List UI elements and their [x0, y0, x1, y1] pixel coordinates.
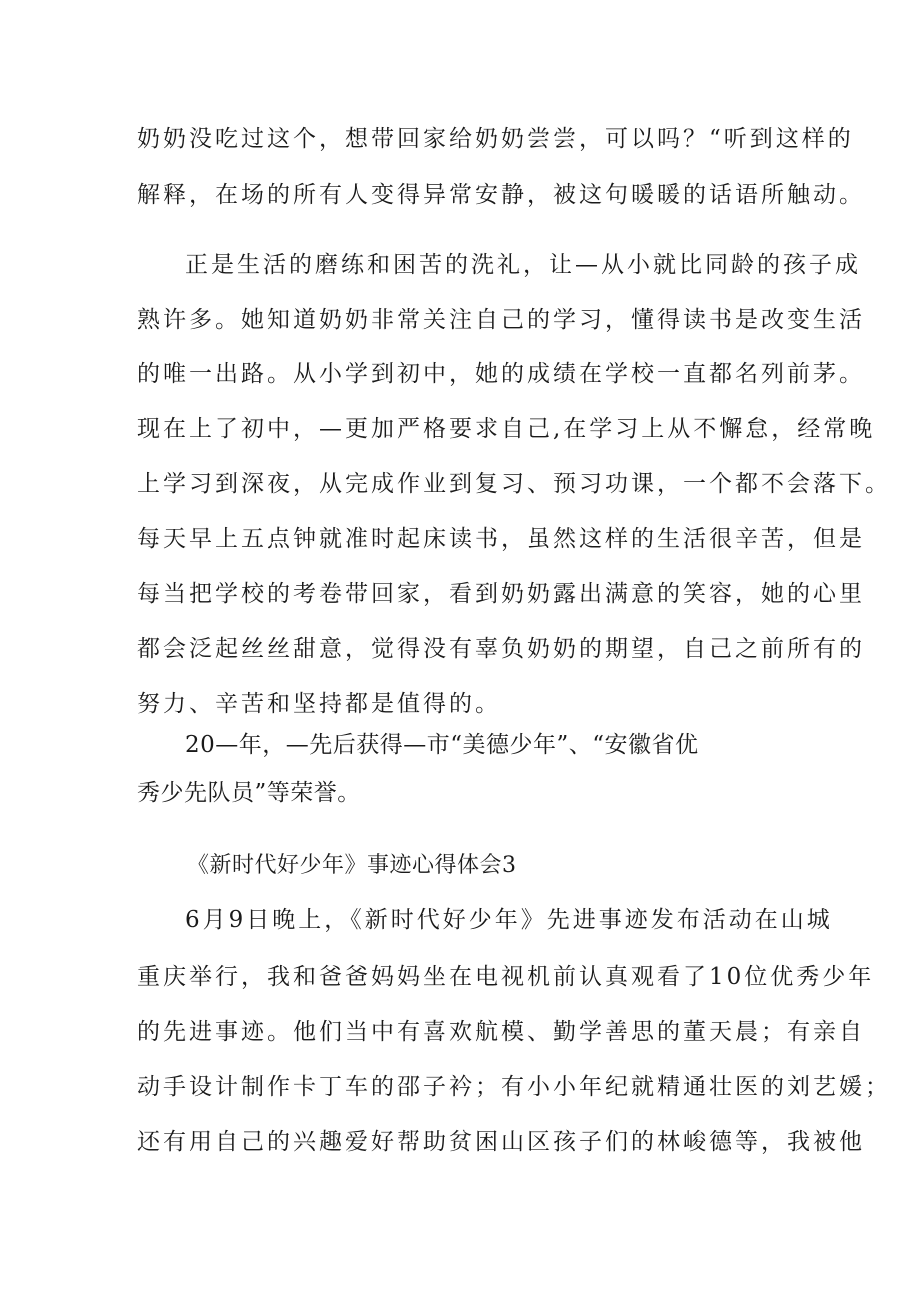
paragraph-line: 正是生活的磨练和困苦的洗礼，让—从小就比同龄的孩子成	[185, 252, 861, 278]
paragraph-line: 的先进事迹。他们当中有喜欢航模、勤学善思的董天晨；有亲自	[137, 1019, 865, 1045]
paragraph-line: 20—年，—先后获得—市“美德少年”、“安徽省优	[185, 732, 699, 758]
paragraph-line: 上学习到深夜，从完成作业到复习、预习功课，一个都不会落下。	[137, 471, 891, 497]
paragraph-line: 的唯一出路。从小学到初中，她的成绩在学校一直都名列前茅。	[137, 361, 865, 387]
paragraph-line: 努力、辛苦和坚持都是值得的。	[137, 691, 501, 717]
paragraph-line: 都会泛起丝丝甜意，觉得没有辜负奶奶的期望，自己之前所有的	[137, 636, 865, 662]
paragraph-line: 秀少先队员”等荣誉。	[137, 780, 361, 806]
paragraph-line: 每天早上五点钟就准时起床读书，虽然这样的生活很辛苦，但是	[137, 526, 865, 552]
paragraph-line: 6月9日晚上，《新时代好少年》先进事迹发布活动在山城	[185, 907, 833, 933]
paragraph-line: 动手设计制作卡丁车的邵子衿；有小小年纪就精通壮医的刘艺媛；	[137, 1074, 891, 1100]
paragraph-line: 奶奶没吃过这个，想带回家给奶奶尝尝，可以吗？“听到这样的	[137, 126, 854, 152]
paragraph-line: 解释，在场的所有人变得异常安静，被这句暖暖的话语所触动。	[137, 182, 865, 208]
paragraph-line: 每当把学校的考卷带回家，看到奶奶露出满意的笑容，她的心里	[137, 581, 865, 607]
paragraph-line: 现在上了初中，—更加严格要求自己,在学习上从不懈怠，经常晚	[137, 416, 876, 442]
paragraph-line: 还有用自己的兴趣爱好帮助贫困山区孩子们的林峻德等，我被他	[137, 1129, 865, 1155]
section-heading: 《新时代好少年》事迹心得体会3	[187, 853, 517, 878]
paragraph-line: 重庆举行，我和爸爸妈妈坐在电视机前认真观看了10位优秀少年	[137, 964, 875, 990]
paragraph-line: 熟许多。她知道奶奶非常关注自己的学习，懂得读书是改变生活	[137, 307, 865, 333]
